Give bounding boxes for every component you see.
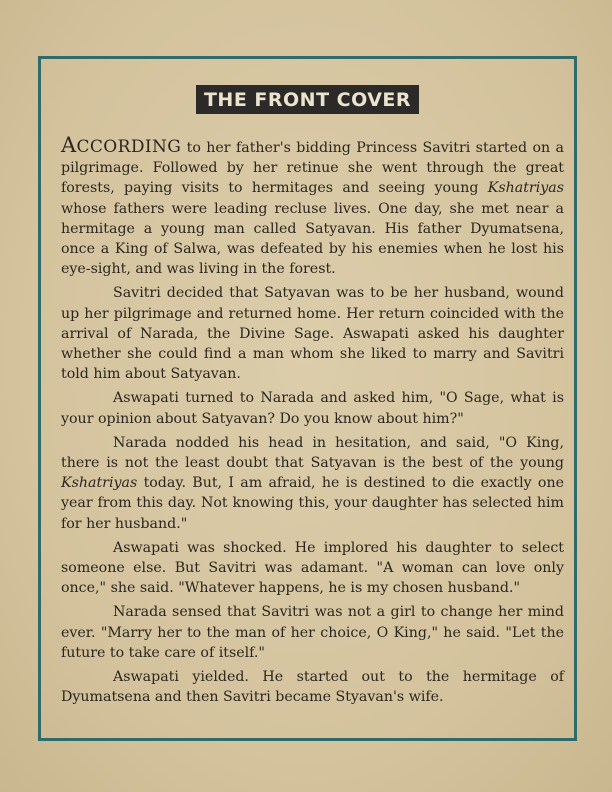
paragraph-1-text-b: whose fathers were leading recluse lives. One day, she met near a hermitage a young man called Satyavan. His father Dyumatsena, once a King of Salwa, was defeated by his enemies when he lost his eye-sight, and was living in the forest. (61, 200, 564, 278)
paragraph-1 (61, 135, 564, 279)
small-caps-word: CCORDING (76, 137, 182, 157)
title-bar (41, 85, 574, 114)
paragraph-6: Narada sensed that Savitri was not a girl to change her mind ever. "Marry her to the man of her choice, O King," he said. "Let the future to take care of itself." (61, 604, 564, 661)
story-body (61, 135, 564, 711)
italic-term: Kshatriyas (487, 180, 564, 197)
paragraph-5: Aswapati was shocked. He implored his daughter to select someone else. But Savitri was adamant. "A woman can love only once," she said. "Whatever happens, he is my chosen husband." (61, 539, 564, 597)
page-title: THE FRONT COVER (196, 85, 419, 114)
paragraph-7: Aswapati yielded. He started out to the hermitage of Dyumatsena and then Savitri became Styavan's wife. (61, 669, 564, 706)
paragraph-4 (61, 433, 564, 534)
paragraph-2: Savitri decided that Satyavan was to be her husband, wound up her pilgrimage and returned home. Her return coincided with the arrival of Narada, the Divine Sage. Aswapati asked his daughter whether she could find a man whom she liked to marry and Savitri told him about Satyavan. (61, 285, 564, 383)
drop-cap: A (61, 133, 77, 157)
text-frame (38, 56, 577, 741)
paragraph-3: Aswapati turned to Narada and asked him, "O Sage, what is your opinion about Satyavan? Do you know about him?" (61, 390, 564, 427)
paragraph-1-text-a: to her father's bidding Princess Savitri started on a pilgrimage. Followed by her retinue she went through the great forests, paying visits to hermitages and seeing young (61, 140, 564, 197)
paragraph-4-text-b: today. But, I am afraid, he is destined to die exactly one year from this day. Not knowing this, your daughter has selected him for her husband." (61, 475, 564, 532)
italic-term: Kshatriyas (61, 475, 138, 492)
paragraph-4-text-a: Narada nodded his head in hesitation, and said, "O King, there is not the least doubt that Satyavan is the best of the young (61, 434, 564, 472)
